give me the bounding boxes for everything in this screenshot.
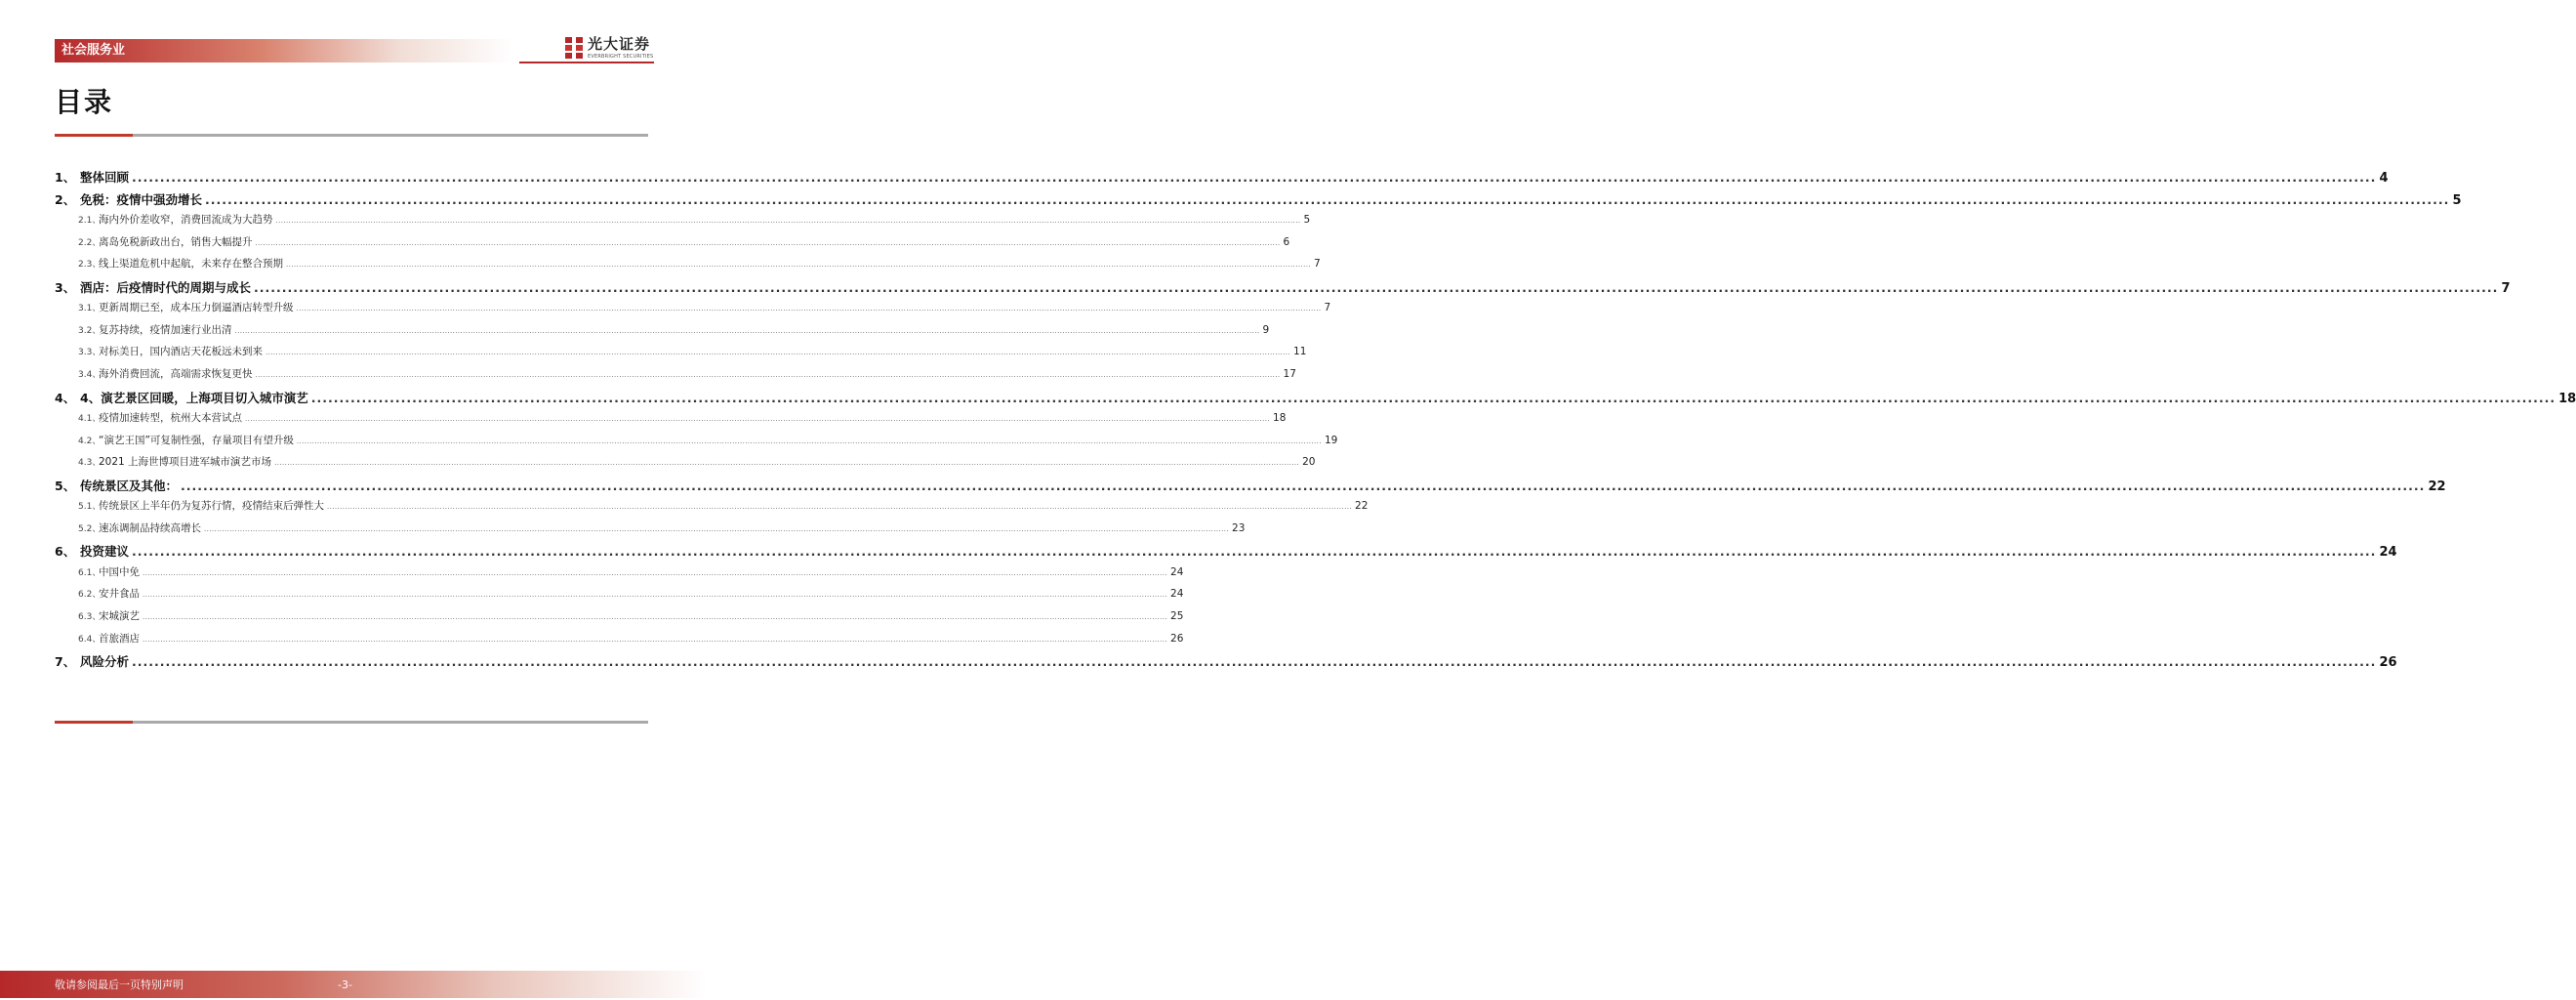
toc-section-entry[interactable] <box>55 608 1184 623</box>
toc-chapter-entry[interactable] <box>55 190 2462 208</box>
toc-entry-number: 6.2、 <box>78 590 102 601</box>
toc-entry-page: 7 <box>2501 280 2511 296</box>
toc-entry-number: 4.3、 <box>78 458 102 469</box>
toc-leader-dots: ................................................................................................................................................................................................................................................................................................................................................................................................................ <box>327 503 1353 512</box>
toc-entry-title: 酒店：后疫情时代的周期与成长 <box>80 279 252 295</box>
footer-page-number: -3- <box>338 979 352 991</box>
toc-entry-page: 7 <box>1314 258 1321 271</box>
toc-chapter-entry[interactable] <box>55 278 2511 296</box>
toc-entry-page: 6 <box>1283 235 1290 248</box>
header-underline <box>519 62 654 63</box>
toc-entry-title: 安井食品 <box>99 588 140 601</box>
toc-entry-title: 免税：疫情中强劲增长 <box>80 191 203 207</box>
company-logo <box>564 35 662 61</box>
toc-entry-title: 宋城演艺 <box>99 610 140 622</box>
toc-entry-title: 2021 上海世博项目进军城市演艺市场 <box>99 456 272 469</box>
toc-leader-dots: ................................................................................................................................................................................................................................................................................................................................................................................................................ <box>254 279 2499 295</box>
toc-entry-number: 3.2、 <box>78 325 102 336</box>
toc-section-entry[interactable] <box>55 344 1307 358</box>
toc-entry-page: 17 <box>1283 367 1296 380</box>
toc-leader-dots: ................................................................................................................................................................................................................................................................................................................................................................................................................ <box>296 305 1322 313</box>
toc-leader-dots: ................................................................................................................................................................................................................................................................................................................................................................................................................ <box>296 437 1322 445</box>
toc-entry-title: 复苏持续，疫情加速行业出清 <box>99 323 232 336</box>
toc-entry-page: 22 <box>1355 500 1369 513</box>
toc-entry-title: 传统景区上半年仍为复苏行情，疫情结束后弹性大 <box>99 500 324 513</box>
toc-entry-page: 9 <box>1262 323 1270 336</box>
toc-entry-page: 7 <box>1324 302 1331 314</box>
toc-entry-number: 3.1、 <box>78 304 102 314</box>
toc-entry-title: 整体回顾 <box>80 170 130 185</box>
toc-leader-dots: ................................................................................................................................................................................................................................................................................................................................................................................................................ <box>132 654 2377 670</box>
toc-chapter-entry[interactable] <box>55 652 2397 671</box>
toc-leader-dots: ................................................................................................................................................................................................................................................................................................................................................................................................................ <box>286 261 1312 270</box>
toc-entry-title: 更新周期已至，成本压力倒逼酒店转型升级 <box>99 302 294 314</box>
toc-entry-number: 4、 <box>55 390 76 405</box>
bottom-rule <box>55 721 648 724</box>
toc-entry-number: 7、 <box>55 654 76 670</box>
toc-entry-page: 19 <box>1324 434 1338 446</box>
toc-entry-number: 1、 <box>55 170 76 185</box>
toc-leader-dots: ................................................................................................................................................................................................................................................................................................................................................................................................................ <box>266 349 1291 357</box>
toc-chapter-entry[interactable] <box>55 542 2397 561</box>
toc-section-entry[interactable] <box>55 586 1184 601</box>
footer-disclaimer: 敬请参阅最后一页特别声明 <box>55 979 184 991</box>
toc-entry-page: 18 <box>2558 391 2576 406</box>
toc-entry-title: 4、演艺景区回暖，上海项目切入城市演艺 <box>80 390 308 405</box>
toc-entry-title: 海内外价差收窄，消费回流成为大趋势 <box>99 214 273 227</box>
toc-leader-dots: ................................................................................................................................................................................................................................................................................................................................................................................................................ <box>310 390 2556 405</box>
toc-entry-page: 25 <box>1170 610 1184 622</box>
toc-section-entry[interactable] <box>55 498 1369 513</box>
toc-entry-title: “演艺王国”可复制性强，存量项目有望升级 <box>99 434 294 446</box>
toc-entry-number: 5.1、 <box>78 502 102 513</box>
toc-section-entry[interactable] <box>55 366 1296 381</box>
logo-text-en: EVERBRIGHT SECURITIES <box>588 54 654 60</box>
toc-leader-dots: ................................................................................................................................................................................................................................................................................................................................................................................................................ <box>143 635 1168 644</box>
toc-entry-page: 26 <box>1170 632 1184 645</box>
toc-entry-page: 18 <box>1273 412 1287 425</box>
toc-section-entry[interactable] <box>55 322 1270 337</box>
toc-entry-title: 传统景区及其他： <box>80 478 179 493</box>
toc-entry-page: 23 <box>1232 521 1246 534</box>
toc-entry-page: 5 <box>2452 192 2462 208</box>
toc-entry-number: 5、 <box>55 478 76 493</box>
toc-entry-number: 5.2、 <box>78 523 102 534</box>
toc-entry-number: 4.2、 <box>78 436 102 446</box>
toc-entry-title: 投资建议 <box>80 544 130 560</box>
toc-entry-page: 24 <box>2379 545 2397 561</box>
toc-entry-page: 11 <box>1293 346 1307 358</box>
logo-mark-icon <box>564 35 584 61</box>
toc-section-entry[interactable] <box>55 454 1316 469</box>
toc-entry-page: 5 <box>1303 214 1311 227</box>
toc-entry-number: 6.1、 <box>78 567 102 578</box>
toc-section-entry[interactable] <box>55 300 1331 314</box>
toc-entry-number: 3.3、 <box>78 348 102 358</box>
toc-entry-number: 2.1、 <box>78 216 102 227</box>
toc-leader-dots: ................................................................................................................................................................................................................................................................................................................................................................................................................ <box>255 238 1281 247</box>
toc-entry-number: 2.2、 <box>78 237 102 248</box>
toc-leader-dots: ................................................................................................................................................................................................................................................................................................................................................................................................................ <box>204 524 1230 533</box>
toc-entry-page: 24 <box>1170 565 1184 578</box>
toc-leader-dots: ................................................................................................................................................................................................................................................................................................................................................................................................................ <box>274 459 1300 468</box>
toc-leader-dots: ................................................................................................................................................................................................................................................................................................................................................................................................................ <box>255 370 1281 379</box>
toc-section-entry[interactable] <box>55 521 1246 535</box>
toc-section-entry[interactable] <box>55 564 1184 579</box>
toc-section-entry[interactable] <box>55 234 1290 249</box>
toc-leader-dots: ................................................................................................................................................................................................................................................................................................................................................................................................................ <box>245 415 1271 424</box>
toc-section-entry[interactable] <box>55 212 1311 227</box>
section-label: 社会服务业 <box>61 43 126 58</box>
toc-entry-number: 3、 <box>55 279 76 295</box>
toc-entry-title: 海外消费回流，高端需求恢复更快 <box>99 367 253 380</box>
toc-entry-title: 对标美日，国内酒店天花板远未到来 <box>99 346 263 358</box>
toc-leader-dots: ................................................................................................................................................................................................................................................................................................................................................................................................................ <box>275 217 1301 226</box>
title-rule <box>55 134 648 137</box>
toc-section-entry[interactable] <box>55 410 1287 425</box>
toc-entry-title: 线上渠道危机中起航，未来存在整合预期 <box>99 258 283 271</box>
toc-leader-dots: ................................................................................................................................................................................................................................................................................................................................................................................................................ <box>132 170 2377 185</box>
toc-entry-page: 20 <box>1302 456 1316 469</box>
toc-entry-number: 6、 <box>55 544 76 560</box>
toc-leader-dots: ................................................................................................................................................................................................................................................................................................................................................................................................................ <box>132 544 2377 560</box>
toc-leader-dots: ................................................................................................................................................................................................................................................................................................................................................................................................................ <box>143 591 1168 600</box>
logo-text-cn: 光大证券 <box>588 35 651 53</box>
toc-entry-number: 4.1、 <box>78 414 102 425</box>
toc-chapter-entry[interactable] <box>55 389 2576 406</box>
toc-entry-title: 速冻调制品持续高增长 <box>99 521 201 534</box>
toc-leader-dots: ................................................................................................................................................................................................................................................................................................................................................................................................................ <box>143 568 1168 577</box>
toc-entry-number: 6.3、 <box>78 612 102 622</box>
toc-leader-dots: ................................................................................................................................................................................................................................................................................................................................................................................................................ <box>143 613 1168 621</box>
toc-entry-number: 6.4、 <box>78 634 102 645</box>
toc-leader-dots: ................................................................................................................................................................................................................................................................................................................................................................................................................ <box>205 191 2450 207</box>
toc-chapter-entry[interactable] <box>55 168 2389 186</box>
toc-section-entry[interactable] <box>55 631 1184 646</box>
toc-entry-page: 26 <box>2379 655 2397 671</box>
toc-entry-title: 疫情加速转型，杭州大本营试点 <box>99 412 242 425</box>
page-title: 目录 <box>55 86 114 118</box>
toc-chapter-entry[interactable] <box>55 477 2446 494</box>
toc-entry-title: 中国中免 <box>99 565 140 578</box>
toc-entry-page: 24 <box>1170 588 1184 601</box>
toc-section-entry[interactable] <box>55 433 1338 447</box>
toc-entry-page: 4 <box>2379 171 2389 186</box>
toc-section-entry[interactable] <box>55 256 1321 271</box>
toc-leader-dots: ................................................................................................................................................................................................................................................................................................................................................................................................................ <box>234 326 1260 335</box>
toc-entry-number: 3.4、 <box>78 369 102 380</box>
toc-entry-title: 首旅酒店 <box>99 632 140 645</box>
toc-leader-dots: ................................................................................................................................................................................................................................................................................................................................................................................................................ <box>181 478 2426 493</box>
toc-entry-number: 2.3、 <box>78 260 102 271</box>
toc-entry-page: 22 <box>2428 479 2446 494</box>
toc-entry-number: 2、 <box>55 191 76 207</box>
toc-entry-title: 离岛免税新政出台，销售大幅提升 <box>99 235 253 248</box>
toc-entry-title: 风险分析 <box>80 654 130 670</box>
